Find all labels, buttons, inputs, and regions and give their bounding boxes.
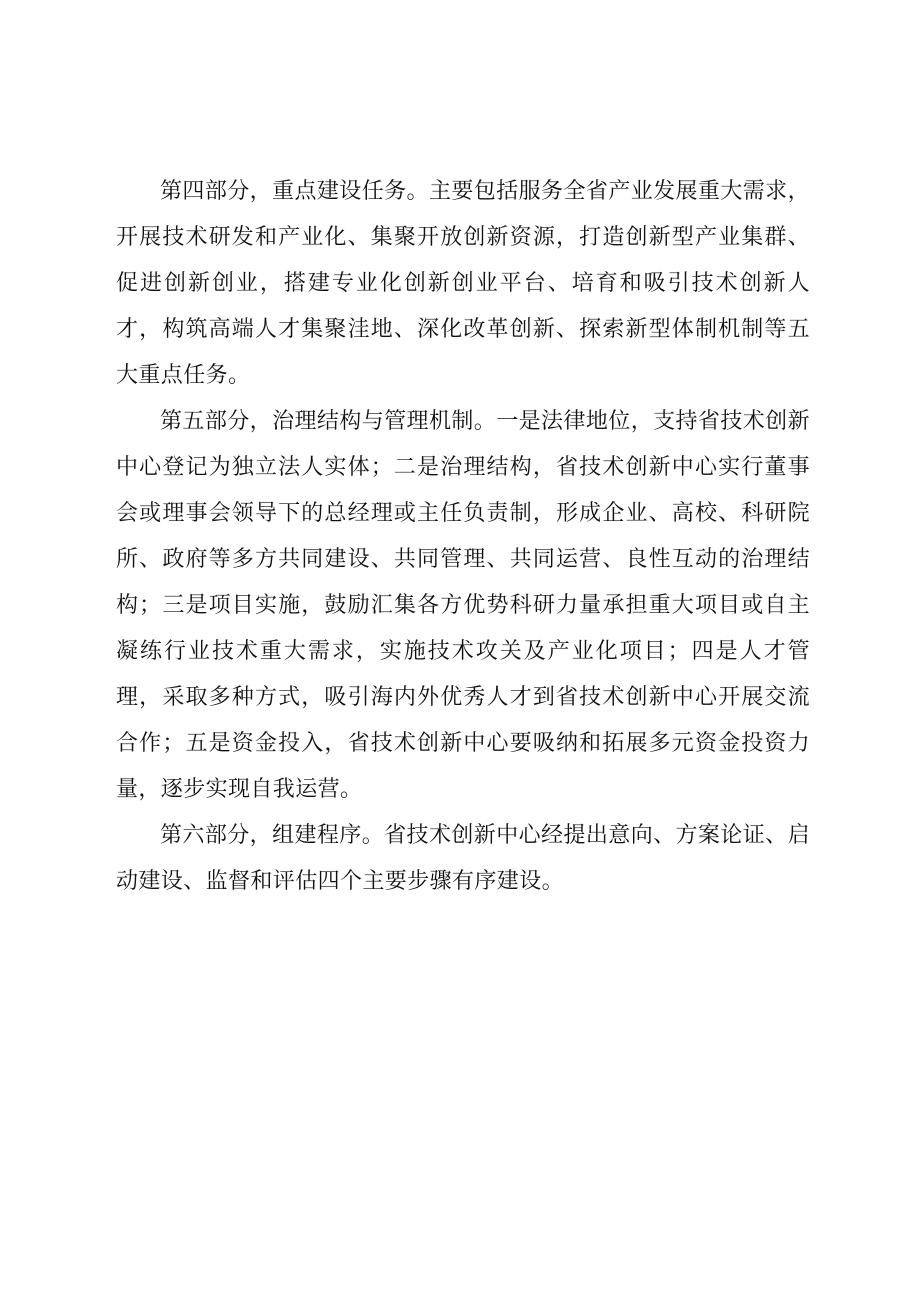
document-body — [116, 169, 810, 905]
paragraph-part-five: 第五部分，治理结构与管理机制。一是法律地位，支持省技术创新中心登记为独立法人实体；二是治理结构，省技术创新中心实行董事会或理事会领导下的总经理或主任负责制，形成企业、高校、科研院所、政府等多方共同建设、共同管理、共同运营、良性互动的治理结构；三是项目实施，鼓励汇集各方优势科研力量承担重大项目或自主凝练行业技术重大需求，实施技术攻关及产业化项目；四是人才管理，采取多种方式，吸引海内外优秀人才到省技术创新中心开展交流合作；五是资金投入，省技术创新中心要吸纳和拓展多元资金投资力量，逐步实现自我运营。 — [116, 409, 810, 802]
paragraph-part-six: 第六部分，组建程序。省技术创新中心经提出意向、方案论证、启动建设、监督和评估四个主要步骤有序建设。 — [116, 823, 810, 894]
paragraph-part-four: 第四部分，重点建设任务。主要包括服务全省产业发展重大需求，开展技术研发和产业化、集聚开放创新资源，打造创新型产业集群、促进创新创业，搭建专业化创新创业平台、培育和吸引技术创新人才，构筑高端人才集聚洼地、深化改革创新、探索新型体制机制等五大重点任务。 — [116, 179, 810, 388]
